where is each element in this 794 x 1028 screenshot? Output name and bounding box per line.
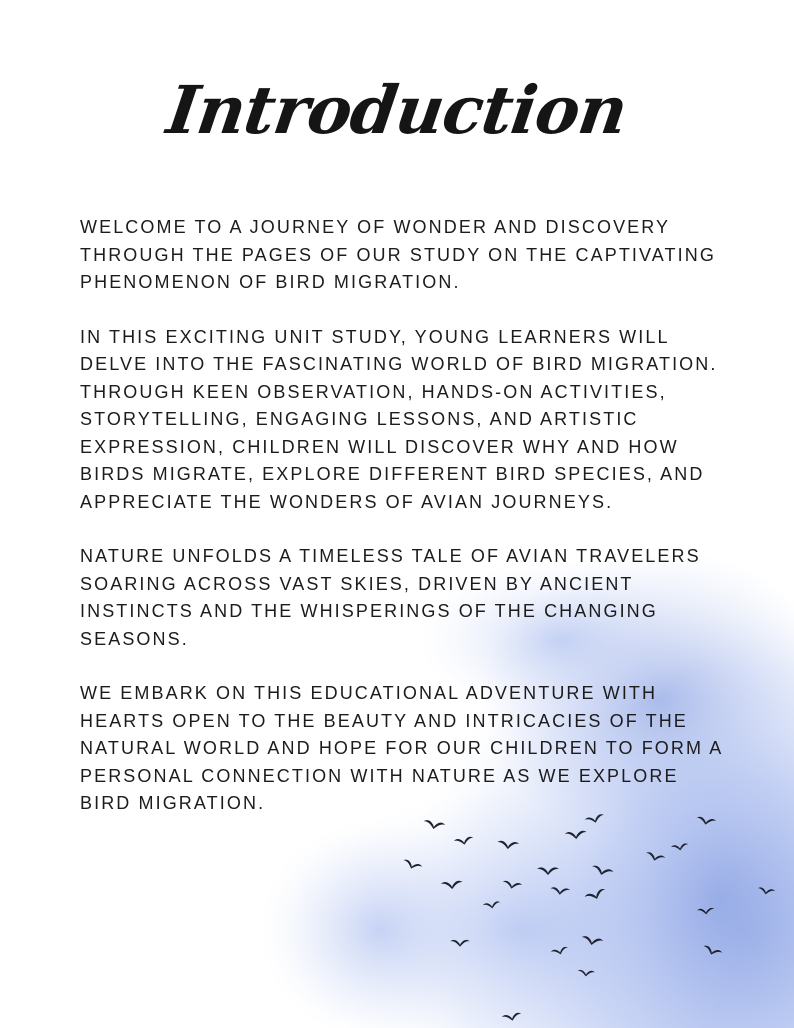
bird-icon bbox=[584, 888, 607, 903]
bird-icon bbox=[502, 1012, 523, 1022]
paragraph-nature: NATURE UNFOLDS A TIMELESS TALE OF AVIAN TRAVELERS SOARING ACROSS VAST SKIES, DRIVEN BY ANCIENT INSTINCTS AND THE WHISPERINGS OF THE CHANGING SEASONS. bbox=[80, 546, 701, 649]
bird-icon bbox=[702, 945, 723, 958]
bird-icon bbox=[483, 901, 501, 910]
bird-icon bbox=[696, 816, 717, 826]
bird-icon bbox=[550, 887, 570, 896]
bird-icon bbox=[423, 820, 446, 831]
bird-icon bbox=[645, 851, 666, 863]
page-title: Introduction bbox=[162, 71, 632, 149]
bird-icon bbox=[697, 908, 715, 916]
bird-icon bbox=[584, 813, 605, 825]
paragraph-welcome: WELCOME TO A JOURNEY OF WONDER AND DISCOVERY THROUGH THE PAGES OF OUR STUDY ON THE CAPTIVATING PHENOMENON OF BIRD MIGRATION. bbox=[80, 217, 716, 292]
bird-icon bbox=[591, 865, 614, 878]
bird-icon bbox=[757, 887, 775, 896]
bird-icon bbox=[577, 970, 595, 978]
bird-icon bbox=[441, 880, 464, 889]
bird-icon bbox=[454, 836, 475, 846]
bird-icon bbox=[671, 843, 689, 852]
bird-icon bbox=[581, 936, 604, 947]
bird-icon bbox=[450, 940, 470, 947]
bird-icon bbox=[565, 830, 588, 839]
bird-icon bbox=[497, 840, 520, 849]
bird-icon bbox=[537, 867, 559, 875]
paragraph-adventure: WE EMBARK ON THIS EDUCATIONAL ADVENTURE WITH HEARTS OPEN TO THE BEAUTY AND INTRICACIES OF THE NATURAL WORLD AND HOPE FOR OUR CHILDREN TO FORM A PERSONAL CONNECTION WITH NATURE AS WE EXPLORE BIRD MIGRATION. bbox=[80, 683, 724, 813]
bird-icon bbox=[551, 946, 570, 956]
paragraph-unit-study: IN THIS EXCITING UNIT STUDY, YOUNG LEARNERS WILL DELVE INTO THE FASCINATING WORLD OF BIRD MIGRATION. THROUGH KEEN OBSERVATION, HANDS-ON ACTIVITIES, STORYTELLING, ENGAGING LESSONS, AND ARTISTIC EXPRESSION, CHILDREN WILL DISCOVER WHY AND HOW BIRDS MIGRATE, EXPLORE DIFFERENT BIRD SPECIES, AND APPRECIATE THE WONDERS OF AVIAN JOURNEYS. bbox=[80, 326, 718, 512]
bird-icon bbox=[502, 880, 523, 890]
bird-icon bbox=[402, 859, 423, 872]
